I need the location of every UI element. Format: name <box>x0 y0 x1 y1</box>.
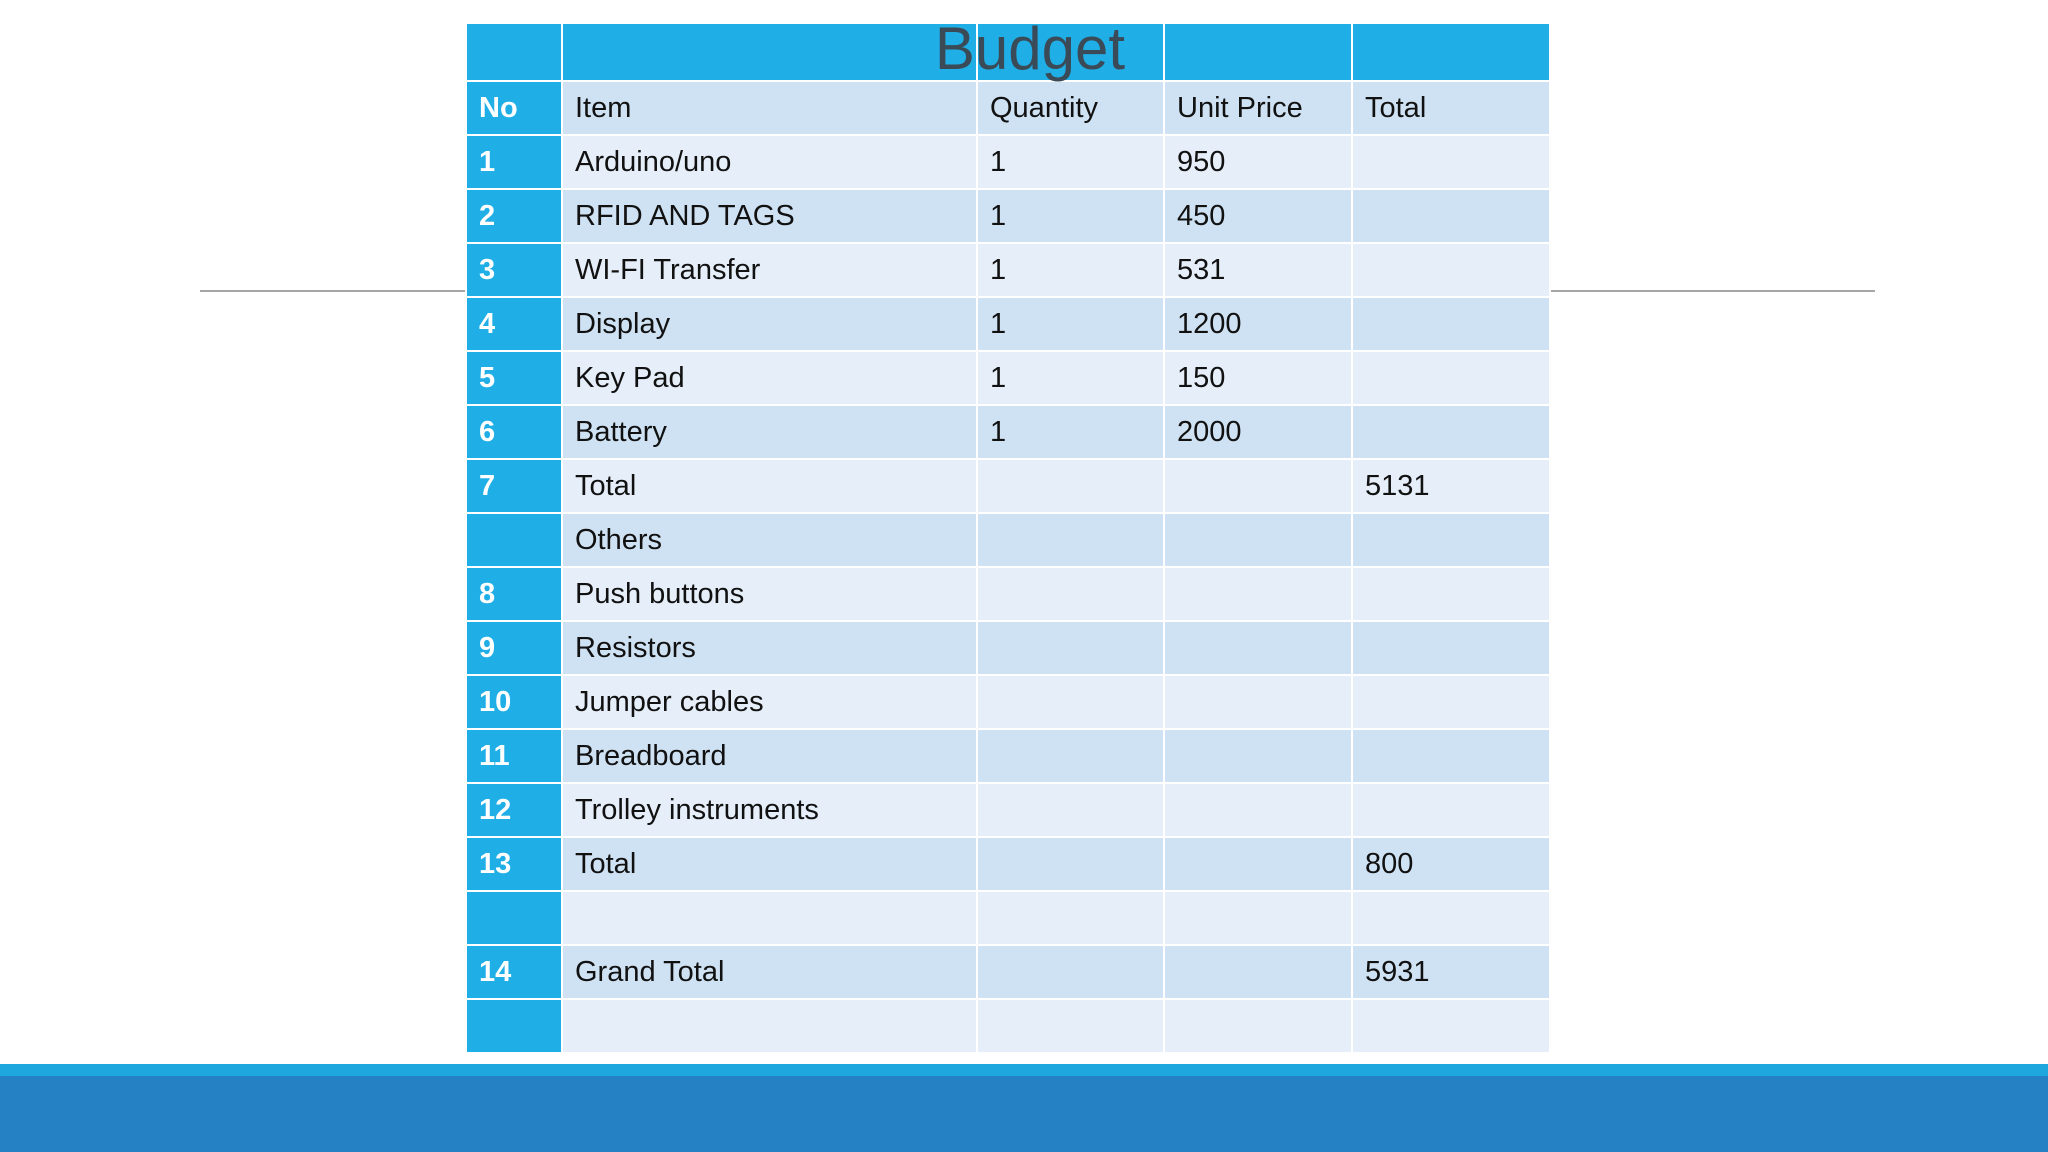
cell-no: 13 <box>466 837 562 891</box>
table-row <box>466 189 1550 243</box>
table-row <box>466 135 1550 189</box>
header-unit-price: Unit Price <box>1164 81 1352 135</box>
cell-item: Display <box>562 297 977 351</box>
cell-unit-price <box>1164 459 1352 513</box>
cell-no: 11 <box>466 729 562 783</box>
header-quantity: Quantity <box>977 81 1164 135</box>
title-cell <box>562 23 977 81</box>
cell-item: RFID AND TAGS <box>562 189 977 243</box>
cell-quantity <box>977 567 1164 621</box>
decorative-rule-right <box>1548 290 1875 292</box>
bottom-band <box>0 1076 2048 1152</box>
cell-quantity <box>977 837 1164 891</box>
cell-unit-price: 1200 <box>1164 297 1352 351</box>
cell-item: Resistors <box>562 621 977 675</box>
cell-quantity <box>977 621 1164 675</box>
cell-unit-price: 531 <box>1164 243 1352 297</box>
table-row <box>466 675 1550 729</box>
cell-total <box>1352 783 1550 837</box>
table-row <box>466 783 1550 837</box>
cell-item: Battery <box>562 405 977 459</box>
cell-no: 8 <box>466 567 562 621</box>
cell-no: 1 <box>466 135 562 189</box>
cell-unit-price: 150 <box>1164 351 1352 405</box>
cell-quantity: 1 <box>977 297 1164 351</box>
cell-unit-price <box>1164 837 1352 891</box>
budget-table <box>465 22 1551 1054</box>
cell-quantity: 1 <box>977 405 1164 459</box>
cell-no: 10 <box>466 675 562 729</box>
cell-no: 7 <box>466 459 562 513</box>
cell-no: 12 <box>466 783 562 837</box>
table-row <box>466 999 1550 1053</box>
cell-total <box>1352 189 1550 243</box>
cell-quantity <box>977 999 1164 1053</box>
cell-quantity: 1 <box>977 135 1164 189</box>
slide-title: Budget <box>934 15 1126 82</box>
cell-quantity: 1 <box>977 351 1164 405</box>
title-cell <box>1352 23 1550 81</box>
cell-no <box>466 999 562 1053</box>
header-total: Total <box>1352 81 1550 135</box>
cell-item: WI-FI Transfer <box>562 243 977 297</box>
cell-quantity <box>977 945 1164 999</box>
header-no: No <box>466 81 562 135</box>
cell-unit-price: 2000 <box>1164 405 1352 459</box>
table-row <box>466 243 1550 297</box>
cell-total <box>1352 243 1550 297</box>
cell-total <box>1352 621 1550 675</box>
cell-item <box>562 891 977 945</box>
cell-unit-price: 450 <box>1164 189 1352 243</box>
cell-unit-price <box>1164 783 1352 837</box>
table-row <box>466 513 1550 567</box>
cell-item: Breadboard <box>562 729 977 783</box>
cell-unit-price <box>1164 675 1352 729</box>
title-cell <box>1164 23 1352 81</box>
cell-total: 800 <box>1352 837 1550 891</box>
cell-quantity <box>977 459 1164 513</box>
bottom-accent-stripe <box>0 1064 2048 1076</box>
cell-no: 6 <box>466 405 562 459</box>
cell-no: 2 <box>466 189 562 243</box>
title-row <box>466 23 1550 81</box>
cell-quantity <box>977 729 1164 783</box>
cell-total <box>1352 567 1550 621</box>
cell-quantity <box>977 891 1164 945</box>
cell-item: Total <box>562 459 977 513</box>
cell-total: 5131 <box>1352 459 1550 513</box>
cell-unit-price <box>1164 567 1352 621</box>
cell-unit-price <box>1164 999 1352 1053</box>
cell-item: Key Pad <box>562 351 977 405</box>
cell-item: Arduino/uno <box>562 135 977 189</box>
decorative-rule-left <box>200 290 465 292</box>
header-item: Item <box>562 81 977 135</box>
cell-no: 14 <box>466 945 562 999</box>
cell-unit-price <box>1164 513 1352 567</box>
cell-quantity: 1 <box>977 189 1164 243</box>
cell-quantity <box>977 675 1164 729</box>
cell-quantity <box>977 513 1164 567</box>
table-row <box>466 945 1550 999</box>
table-row <box>466 351 1550 405</box>
table-row <box>466 837 1550 891</box>
cell-total <box>1352 891 1550 945</box>
cell-unit-price: 950 <box>1164 135 1352 189</box>
cell-item: Trolley instruments <box>562 783 977 837</box>
cell-item: Push buttons <box>562 567 977 621</box>
cell-total <box>1352 135 1550 189</box>
cell-quantity: 1 <box>977 243 1164 297</box>
cell-total <box>1352 297 1550 351</box>
cell-unit-price <box>1164 945 1352 999</box>
cell-unit-price <box>1164 621 1352 675</box>
table-row <box>466 405 1550 459</box>
cell-item <box>562 999 977 1053</box>
cell-item: Jumper cables <box>562 675 977 729</box>
cell-unit-price <box>1164 891 1352 945</box>
cell-item: Grand Total <box>562 945 977 999</box>
table-row <box>466 729 1550 783</box>
cell-quantity <box>977 783 1164 837</box>
cell-no: 9 <box>466 621 562 675</box>
cell-no: 5 <box>466 351 562 405</box>
title-cell <box>977 23 1164 81</box>
cell-total <box>1352 675 1550 729</box>
table-row <box>466 621 1550 675</box>
cell-item: Others <box>562 513 977 567</box>
cell-no: 3 <box>466 243 562 297</box>
title-cell <box>466 23 562 81</box>
cell-no: 4 <box>466 297 562 351</box>
table-row <box>466 297 1550 351</box>
cell-total <box>1352 729 1550 783</box>
cell-total <box>1352 999 1550 1053</box>
cell-total <box>1352 351 1550 405</box>
table-row <box>466 459 1550 513</box>
cell-unit-price <box>1164 729 1352 783</box>
cell-no <box>466 891 562 945</box>
cell-no <box>466 513 562 567</box>
cell-total <box>1352 513 1550 567</box>
table-row <box>466 891 1550 945</box>
cell-item: Total <box>562 837 977 891</box>
table-row <box>466 567 1550 621</box>
cell-total: 5931 <box>1352 945 1550 999</box>
cell-total <box>1352 405 1550 459</box>
header-row <box>466 81 1550 135</box>
